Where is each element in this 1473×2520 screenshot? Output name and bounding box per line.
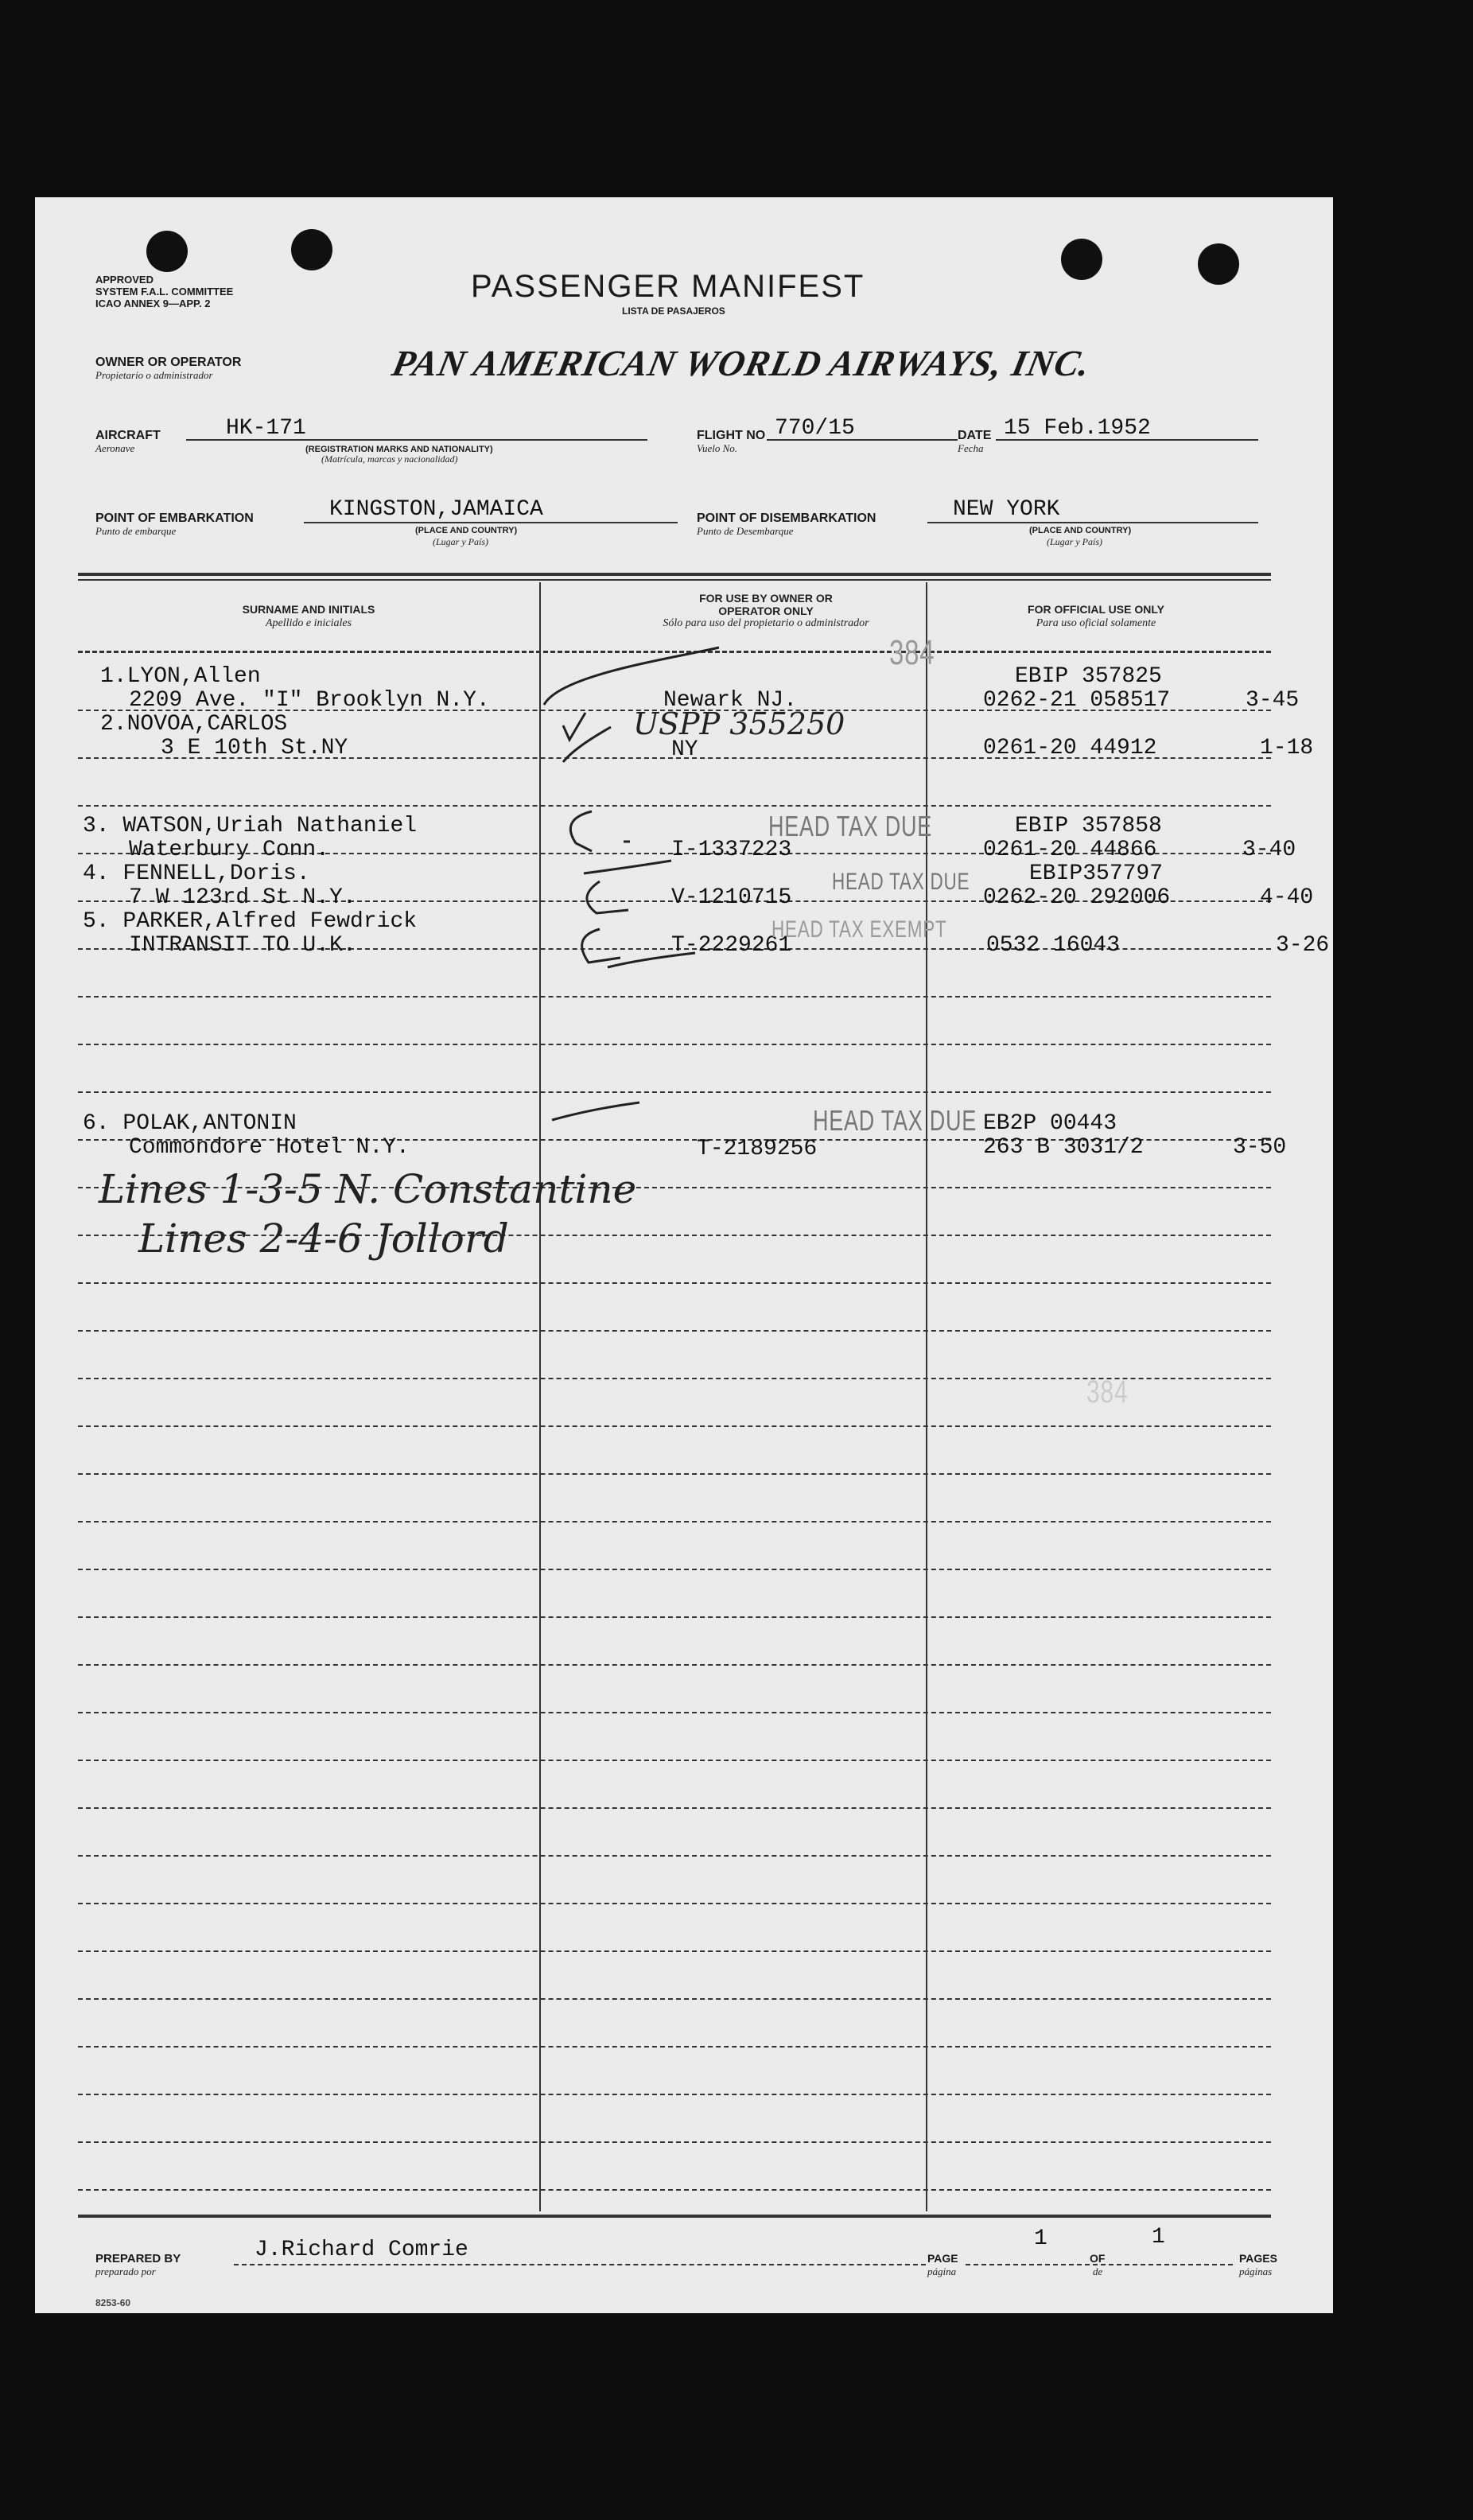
flight-value: 770/15 bbox=[775, 416, 855, 441]
passenger-6-name: 6. POLAK,ANTONIN bbox=[83, 1111, 297, 1136]
ruled-line bbox=[78, 1855, 1271, 1857]
passenger-5-owner: T-2229261 bbox=[671, 933, 792, 958]
ruled-line bbox=[78, 1521, 1271, 1522]
aircraft-hint: (REGISTRATION MARKS AND NATIONALITY) bbox=[305, 445, 493, 454]
owner-label-es: Propietario o administrador bbox=[95, 369, 213, 381]
passenger-2-code: 1-18 bbox=[1260, 736, 1314, 760]
passenger-3-code: 3-40 bbox=[1242, 838, 1296, 862]
approval-block: APPROVED SYSTEM F.A.L. COMMITTEE ICAO ANNEX 9—APP. 2 bbox=[95, 274, 234, 309]
disembark-hint-es: (Lugar y País) bbox=[1047, 536, 1102, 547]
ruled-line bbox=[78, 1330, 1271, 1332]
owner-label: OWNER OR OPERATOR bbox=[95, 356, 242, 369]
ruled-line bbox=[78, 2189, 1271, 2191]
ruled-line bbox=[78, 1807, 1271, 1809]
passenger-6-owner: T-2189256 bbox=[697, 1137, 818, 1161]
punch-hole bbox=[1061, 239, 1102, 280]
passenger-5-official-b: 0532 16043 bbox=[986, 933, 1121, 958]
ruled-line bbox=[78, 1712, 1271, 1713]
ruled-line bbox=[78, 1425, 1271, 1427]
pages-label-es: páginas bbox=[1239, 2265, 1273, 2277]
passenger-2-owner: NY bbox=[671, 737, 698, 762]
date-underline bbox=[996, 439, 1258, 441]
form-code: 8253-60 bbox=[95, 2297, 131, 2308]
disembark-label-es: Punto de Desembarque bbox=[697, 525, 794, 537]
passenger-2-name: 2.NOVOA,CARLOS bbox=[100, 712, 288, 737]
passenger-5-name: 5. PARKER,Alfred Fewdrick bbox=[83, 909, 418, 934]
embark-value: KINGSTON,JAMAICA bbox=[329, 497, 543, 522]
ruled-line bbox=[78, 996, 1271, 998]
col-header-surname: SURNAME AND INITIALS Apellido e iniciales bbox=[242, 603, 375, 629]
handwritten-note: Lines 1-3-5 N. Constantine bbox=[99, 1166, 637, 1212]
stamp-page-number: 384 bbox=[1086, 1375, 1129, 1410]
ruled-line bbox=[78, 1569, 1271, 1570]
passenger-3-address: Waterbury Conn. bbox=[129, 838, 330, 862]
passenger-1-official-b: 0262-21 058517 bbox=[983, 688, 1171, 713]
embark-underline bbox=[304, 522, 678, 523]
page-label-es: página bbox=[927, 2265, 957, 2277]
form-title: PASSENGER MANIFEST bbox=[471, 269, 865, 304]
passenger-2-official-b: 0261-20 44912 bbox=[983, 736, 1157, 760]
passenger-5-address: INTRANSIT TO U.K. bbox=[129, 933, 356, 958]
date-label: DATE bbox=[958, 429, 992, 442]
passenger-4-name: 4. FENNELL,Doris. bbox=[83, 861, 310, 886]
col-header-official: FOR OFFICIAL USE ONLY Para uso oficial solamente bbox=[1028, 603, 1164, 629]
passenger-1-name: 1.LYON,Allen bbox=[100, 664, 261, 689]
prepared-label-es: preparado por bbox=[95, 2265, 156, 2277]
form-title-es: LISTA DE PASAJEROS bbox=[622, 305, 725, 317]
page-underline bbox=[966, 2264, 1233, 2265]
stamp-head-tax-due: HEAD TAX DUE bbox=[768, 810, 933, 842]
prepared-value: J.Richard Comrie bbox=[255, 2238, 468, 2262]
passenger-6-code: 3-50 bbox=[1233, 1135, 1287, 1160]
operator-name: PAN AMERICAN WORLD AIRWAYS, INC. bbox=[388, 343, 1094, 383]
ruled-line bbox=[78, 1664, 1271, 1666]
check-mark-row6 bbox=[544, 1096, 671, 1144]
stamp-head-tax-due: HEAD TAX DUE bbox=[832, 869, 970, 895]
ruled-line bbox=[78, 1044, 1271, 1045]
prepared-underline bbox=[234, 2264, 926, 2265]
ruled-line bbox=[78, 1998, 1271, 2000]
punch-hole bbox=[291, 229, 332, 270]
passenger-4-official-b: 0262-20 292006 bbox=[983, 885, 1171, 910]
prepared-label: PREPARED BY bbox=[95, 2252, 181, 2265]
aircraft-label-es: Aeronave bbox=[95, 442, 135, 454]
of-label-es: de bbox=[1093, 2265, 1103, 2277]
page-label: PAGE bbox=[927, 2252, 958, 2265]
flight-label-es: Vuelo No. bbox=[697, 442, 738, 454]
disembark-hint: (PLACE AND COUNTRY) bbox=[1029, 526, 1132, 535]
stamp-head-tax-due: HEAD TAX DUE bbox=[813, 1104, 977, 1137]
passenger-1-official-a: EBIP 357825 bbox=[1015, 664, 1162, 689]
passenger-1-address: 2209 Ave. "I" Brooklyn N.Y. bbox=[129, 688, 490, 713]
embark-label-es: Punto de embarque bbox=[95, 525, 177, 537]
aircraft-label: AIRCRAFT bbox=[95, 429, 161, 442]
disembark-underline bbox=[927, 522, 1258, 523]
passenger-6-address: Commondore Hotel N.Y. bbox=[129, 1135, 410, 1160]
ruled-line bbox=[78, 1950, 1271, 1952]
disembark-label: POINT OF DISEMBARKATION bbox=[697, 511, 876, 525]
ruled-line bbox=[78, 2094, 1271, 2095]
table-top-rule bbox=[78, 573, 1271, 576]
punch-hole bbox=[1198, 243, 1239, 285]
manifest-sheet bbox=[35, 197, 1333, 2313]
of-value: 1 bbox=[1152, 2225, 1165, 2250]
passenger-4-owner: V-1210715 bbox=[671, 885, 792, 910]
stamp-head-tax-exempt: HEAD TAX EXEMPT bbox=[771, 916, 947, 943]
punch-hole bbox=[146, 231, 188, 272]
stamp-page-number: 384 bbox=[889, 633, 935, 672]
handwritten-note: Lines 2-4-6 Jollord bbox=[138, 1215, 509, 1262]
passenger-2-owner-handwritten: USPP 355250 bbox=[633, 706, 845, 741]
passenger-3-owner: I-1337223 bbox=[671, 838, 792, 862]
date-label-es: Fecha bbox=[958, 442, 984, 454]
passenger-4-code: 4-40 bbox=[1260, 885, 1314, 910]
passenger-1-owner: Newark NJ. bbox=[663, 688, 798, 713]
passenger-4-address: 7 W 123rd St N.Y. bbox=[129, 885, 356, 910]
page-value: 1 bbox=[1034, 2226, 1047, 2251]
passenger-6-official-a: EB2P 00443 bbox=[983, 1111, 1117, 1136]
passenger-2-address: 3 E 10th St.NY bbox=[161, 736, 348, 760]
flight-underline bbox=[767, 439, 958, 441]
ruled-line bbox=[78, 2141, 1271, 2143]
flight-label: FLIGHT NO bbox=[697, 429, 766, 442]
ruled-line bbox=[78, 1760, 1271, 1761]
pages-label: PAGES bbox=[1239, 2252, 1277, 2265]
aircraft-hint-es: (Matrícula, marcas y nacionalidad) bbox=[321, 453, 458, 465]
passenger-3-name: 3. WATSON,Uriah Nathaniel bbox=[83, 814, 418, 838]
aircraft-underline bbox=[186, 439, 647, 441]
passenger-3-official-b: 0261-20 44866 bbox=[983, 838, 1157, 862]
ruled-line bbox=[78, 1282, 1271, 1284]
passenger-5-code: 3-26 bbox=[1276, 933, 1330, 958]
ruled-line bbox=[78, 1903, 1271, 1904]
disembark-value: NEW YORK bbox=[953, 497, 1060, 522]
ruled-line bbox=[78, 1091, 1271, 1093]
embark-hint-es: (Lugar y País) bbox=[433, 536, 488, 547]
col-header-owner-use: FOR USE BY OWNER OR OPERATOR ONLY Sólo para uso del propietario o administrador bbox=[663, 592, 869, 629]
of-label: OF bbox=[1090, 2252, 1106, 2265]
aircraft-value: HK-171 bbox=[226, 416, 306, 441]
passenger-3-official-a: EBIP 357858 bbox=[1015, 814, 1162, 838]
ruled-line bbox=[78, 2046, 1271, 2048]
ruled-line bbox=[78, 1473, 1271, 1475]
ruled-line bbox=[78, 1616, 1271, 1618]
embark-label: POINT OF EMBARKATION bbox=[95, 511, 254, 525]
embark-hint: (PLACE AND COUNTRY) bbox=[415, 526, 518, 535]
date-value: 15 Feb.1952 bbox=[1004, 416, 1151, 441]
passenger-6-official-b: 263 B 3031/2 bbox=[983, 1135, 1144, 1160]
table-top-rule bbox=[78, 579, 1271, 581]
passenger-4-official-a: EBIP357797 bbox=[1029, 861, 1164, 886]
passenger-1-code: 3-45 bbox=[1246, 688, 1300, 713]
footer-rule bbox=[78, 2215, 1271, 2218]
